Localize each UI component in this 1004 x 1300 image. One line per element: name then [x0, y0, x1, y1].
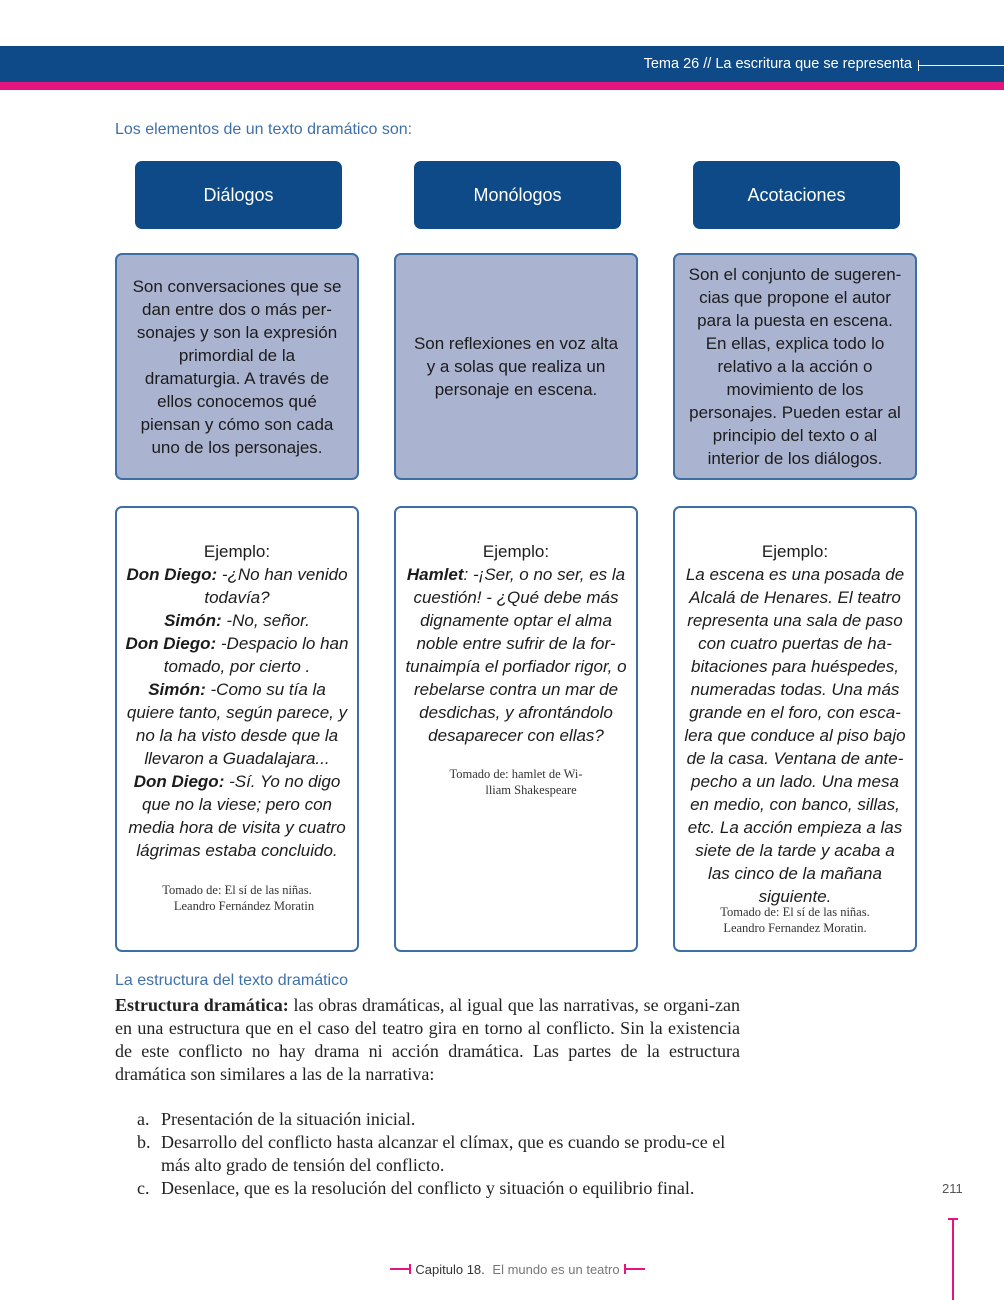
- source-citation: [675, 904, 915, 936]
- structure-lead: Estructura dramática:: [115, 995, 289, 1015]
- structure-body: las obras dramáticas, al igual que las narrativas, se organi-zan en una estructura que en el caso del teatro gira en torno al conflicto. Sin la existencia de este conflicto no hay drama ni acción dramática. Las partes de la estructura dramática son similares a las de la narrativa:: [115, 995, 741, 1084]
- source-line: Tomado de: El sí de las niñas.: [162, 883, 312, 897]
- heading-box-monologos: [414, 161, 621, 229]
- list-item-text: Desarrollo del conflicto hasta alcanzar el clímax, que es cuando se produ-ce el más alto grado de tensión del conflicto.: [161, 1132, 726, 1175]
- footer-chapter: Capitulo 18.: [415, 1261, 485, 1277]
- speaker-name: Simón:: [164, 611, 222, 630]
- heading-label: Acotaciones: [747, 184, 846, 205]
- example-text: [683, 563, 907, 908]
- header-title: Tema 26 // La escritura que se representa: [643, 56, 912, 72]
- heading-box-acotaciones: [693, 161, 900, 229]
- definition-text: Son reflexiones en voz alta y a solas que realiza un personaje en escena.: [413, 334, 619, 399]
- example-label: Ejemplo:: [203, 542, 271, 561]
- speech-text: : -¡Ser, o no ser, es la cuestión! - ¿Qué debe más dignamente optar el alma noble entre sufrir de la for-tunaimpía el porfiador rigor, o rebelarse contra un mar de desdichas, y afrontándolo desaparecer con ellas?: [405, 565, 627, 745]
- list-marker: c.: [137, 1178, 150, 1198]
- intro-heading: Los elementos de un texto dramático son:: [115, 121, 413, 138]
- list-item-text: Desenlace, que es la resolución del conflicto y situación o equilibrio final.: [161, 1178, 695, 1198]
- source-line: Leandro Fernández Moratin: [173, 899, 315, 913]
- heading-label: Diálogos: [203, 184, 274, 205]
- source-line: lliam Shakespeare: [485, 783, 577, 797]
- example-label: Ejemplo:: [482, 542, 550, 561]
- speaker-name: Simón:: [148, 680, 206, 699]
- speaker-name: Don Diego:: [133, 772, 225, 791]
- footer-rule-left: [390, 1268, 411, 1270]
- header-accent-stripe: [0, 82, 1004, 90]
- example-box-monologos: [394, 506, 638, 952]
- margin-rule: [952, 1218, 954, 1300]
- list-item: [137, 1131, 740, 1177]
- page-number: 211: [942, 1181, 963, 1196]
- speech-text: -Como su tía la quiere tanto, según parece, y no la ha visto desde que la llevaron a Guadalajara...: [126, 680, 348, 768]
- structure-paragraph: [115, 994, 740, 1086]
- structure-list: [137, 1108, 740, 1200]
- source-line: Leandro Fernandez Moratin.: [723, 921, 867, 935]
- section-title: La estructura del texto dramático: [115, 972, 349, 989]
- example-label: Ejemplo:: [761, 542, 829, 561]
- header-rule: [918, 65, 1004, 66]
- speech-text: -Despacio lo han tomado, por cierto .: [163, 634, 349, 676]
- definition-text: Son conversaciones que se dan entre dos o más per-sonajes y son la expresión primordial de la dramaturgia. A través de ellos conocemos qué piensan y cómo son cada uno de los personajes.: [132, 276, 342, 457]
- definition-box-acotaciones: [673, 253, 917, 480]
- footer-rule-right: [624, 1268, 645, 1270]
- definition-box-dialogos: [115, 253, 359, 480]
- list-item-text: Presentación de la situación inicial.: [161, 1109, 416, 1129]
- example-text: [404, 563, 628, 747]
- speaker-name: Hamlet: [406, 565, 464, 584]
- list-marker: a.: [137, 1109, 150, 1129]
- heading-box-dialogos: [135, 161, 342, 229]
- speech-text: -¿No han venido todavía?: [204, 565, 348, 607]
- source-line: Tomado de: hamlet de Wi-: [449, 767, 583, 781]
- list-item: [137, 1177, 740, 1200]
- heading-label: Monólogos: [473, 184, 562, 205]
- footer: [390, 1260, 645, 1278]
- definition-box-monologos: [394, 253, 638, 480]
- definition-text: Son el conjunto de sugeren-cias que propone el autor para la puesta en escena. En ellas, explica todo lo relativo a la acción o movimiento de los personajes. Pueden estar al principio del texto o al interior de los diálogos.: [688, 265, 902, 468]
- speaker-name: Don Diego:: [126, 565, 218, 584]
- stage-direction-text: La escena es una posada de Alcalá de Henares. El teatro representa una sala de paso con cuatro puertas de ha-bitaciones para huéspedes, numeradas todas. Una más grande en el foro, con esca-lera que conduce al piso bajo de la casa. Ventana de ante-pecho a un lado. Una mesa en medio, con banco, sillas, etc. La acción empieza a las siete de la tarde y acaba a las cinco de la mañana siguiente.: [684, 565, 906, 906]
- speaker-name: Don Diego:: [125, 634, 217, 653]
- source-line: Tomado de: El sí de las niñas.: [720, 905, 870, 919]
- list-item: [137, 1108, 740, 1131]
- speech-text: -No, señor.: [221, 611, 310, 630]
- speech-text: -Sí. Yo no digo que no la viese; pero con media hora de visita y cuatro lágrimas estaba concluido.: [128, 772, 346, 860]
- example-text: [125, 563, 349, 862]
- footer-chapter-title: El mundo es un teatro: [488, 1261, 620, 1277]
- list-marker: b.: [137, 1132, 151, 1152]
- source-citation: [117, 882, 357, 914]
- example-box-acotaciones: [673, 506, 917, 952]
- source-citation: [396, 766, 636, 798]
- example-box-dialogos: [115, 506, 359, 952]
